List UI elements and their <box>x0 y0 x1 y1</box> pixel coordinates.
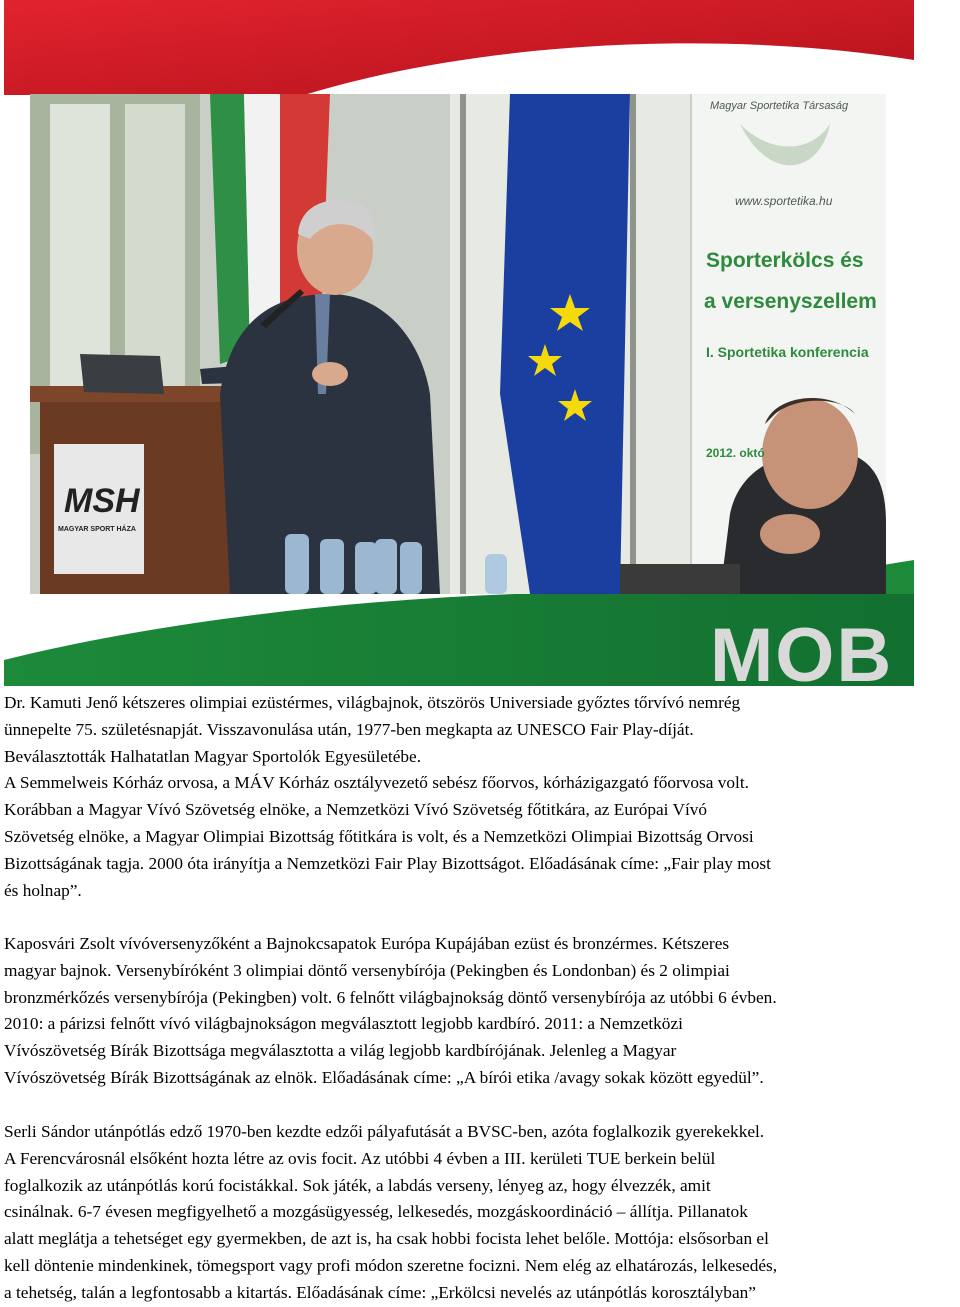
lectern-caption: MAGYAR SPORT HÁZA <box>58 526 136 533</box>
poster-org-name: Magyar Sportetika Társaság <box>710 100 849 112</box>
text-line: Kaposvári Zsolt vívóversenyzőként a Bajnokcsapatok Európa Kupájában ezüst és bronzérmes. Kétszeres <box>4 934 730 953</box>
poster-title-line1: Sporterkölcs és <box>706 249 864 272</box>
text-line: 2010: a párizsi felnőtt vívó világbajnokságon megválasztott legjobb kardbíró. 2011: a Nemzetközi <box>4 1014 683 1034</box>
text-line: Szövetség elnöke, a Magyar Olimpiai Bizottság főtitkára is volt, és a Nemzetközi Olimpiai Bizottság Orvosi <box>4 826 754 846</box>
text-line: magyar bajnok. Versenybíróként 3 olimpiai döntő versenybírója (Pekingben és Londonban) és 2 olimpiai <box>4 960 730 980</box>
event-banner <box>4 0 914 686</box>
poster-url: www.sportetika.hu <box>735 194 833 208</box>
conference-photo <box>30 94 886 594</box>
text-line: a tehetség, talán a legfontosabb a kitartás. Előadásának címe: „Erkölcsi nevelés az utánpótlás korosztályban” <box>4 1282 756 1302</box>
text-line: és holnap”. <box>4 880 82 900</box>
text-line: Serli Sándor utánpótlás edző 1970-ben kezdte edzői pályafutását a BVSC-ben, azóta foglalkozik gyerekekkel. <box>4 1122 765 1141</box>
paragraph-kamuti <box>4 690 958 904</box>
text-line: Vívószövetség Bírák Bizottsága megválasztotta a világ legjobb kardbírójának. Jelenleg a Magyar <box>4 1041 677 1061</box>
text-line: alatt meglátja a tehetséget egy gyermekben, de azt is, ha csak hobbi focista lehet belőle. Mottója: elsősorban el <box>4 1229 769 1249</box>
paragraph-kaposvari <box>4 931 958 1092</box>
text-line: Beválasztották Halhatatlan Magyar Sportolók Egyesületébe. <box>4 746 422 766</box>
text-line: Vívószövetség Bírák Bizottságának az elnök. Előadásának címe: „A bírói etika /avagy sokak között egyedül”. <box>4 1067 764 1087</box>
text-line: csinálnak. 6-7 évesen megfigyelhető a mozgásügyesség, lelkesedés, mozgáskoordináció – állítja. Pillanatok <box>4 1202 748 1222</box>
text-line: A Ferencvárosnál elsőként hozta létre az ovis focit. Az utóbbi 4 évben a III. kerületi TUE berkein belül <box>4 1148 716 1168</box>
text-line: Bizottságának tagja. 2000 óta irányítja a Nemzetközi Fair Play Bizottságot. Előadásának címe: „Fair play most <box>4 853 771 873</box>
laptop <box>80 354 164 394</box>
text-line: kell döntenie mindenkinek, tömegsport vagy profi módon szeretne focizni. Nem elég az elhatározás, lelkesedés, <box>4 1255 778 1275</box>
text-line: Korábban a Magyar Vívó Szövetség elnöke, a Nemzetközi Vívó Szövetség főtitkára, az Európai Vívó <box>4 800 708 820</box>
text-line: ünnepelte 75. születésnapját. Visszavonulása után, 1977-ben megkapta az UNESCO Fair Play-díját. <box>4 719 694 739</box>
poster-title-line2: a versenyszellem <box>704 290 877 313</box>
poster-year: 2012. októ <box>706 446 765 460</box>
poster-subtitle: I. Sportetika konferencia <box>706 344 869 360</box>
text-line: A Semmelweis Kórház orvosa, a MÁV Kórház osztályvezető sebész főorvos, kórházigazgató főorvosa volt. <box>4 773 749 793</box>
mob-logo: MOB <box>710 626 894 686</box>
paragraph-serli <box>4 1119 958 1307</box>
lectern-logo: MSH <box>64 482 140 520</box>
eu-flag <box>500 94 630 594</box>
text-line: bronzmérkőzés versenybírója (Pekingben) volt. 6 felnőtt világbajnokság döntő versenybírója az utóbbi 6 évben. <box>4 987 777 1007</box>
text-line: foglalkozik az utánpótlás korú focistákkal. Sok játék, a labdás verseny, lényeg az, hogy élvezzék, amit <box>4 1175 711 1195</box>
text-line: Dr. Kamuti Jenő kétszeres olimpiai ezüstérmes, világbajnok, ötszörös Universiade győztes tőrvívó nemrég <box>4 693 741 712</box>
